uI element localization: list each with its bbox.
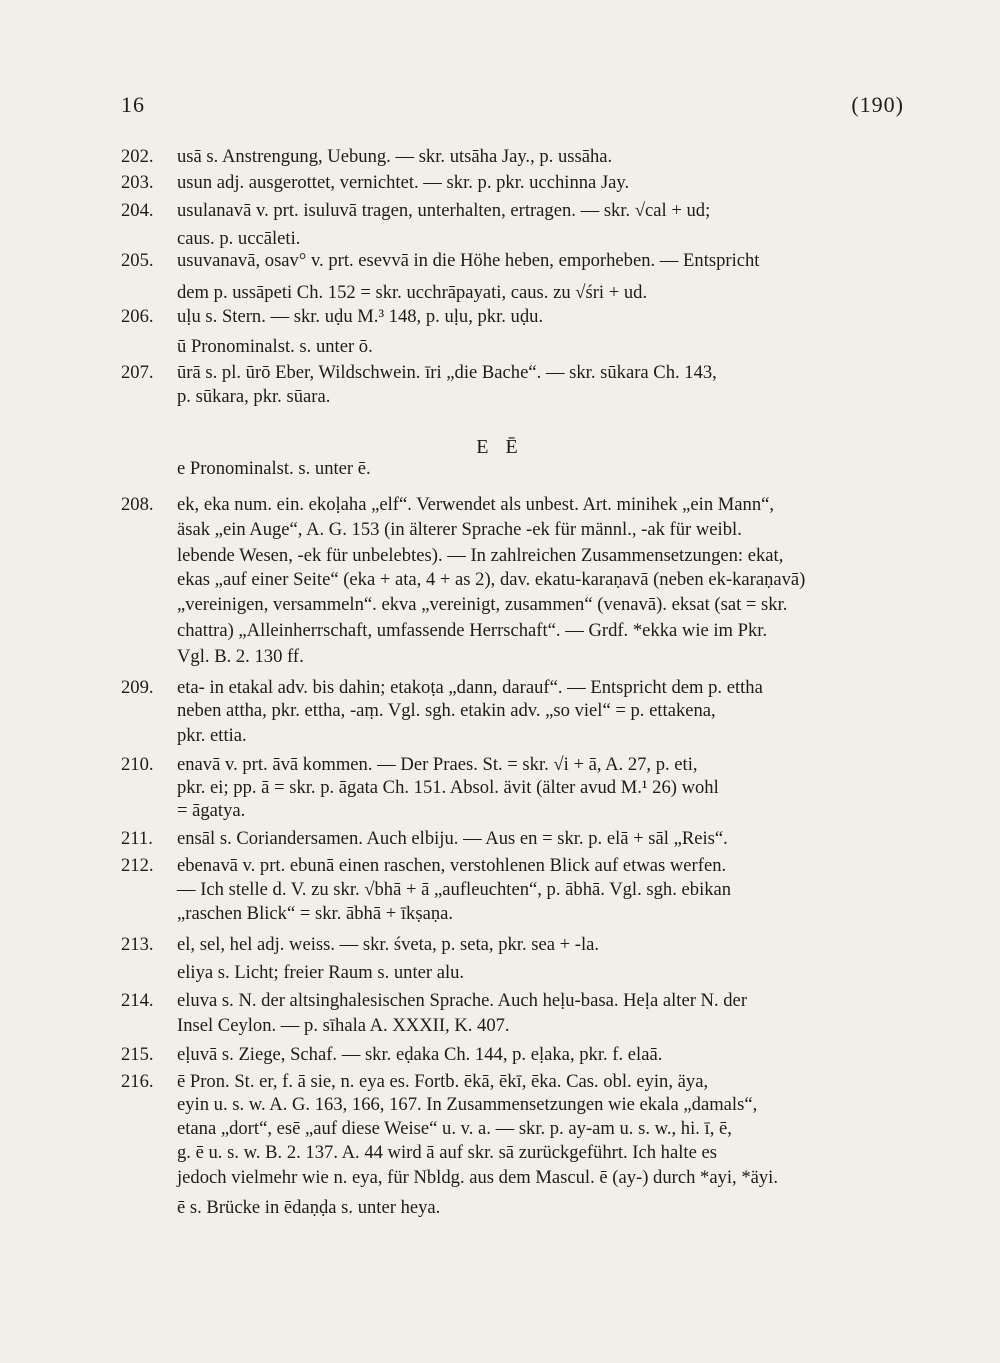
- entry-text: enavā v. prt. āvā kommen. — Der Praes. St. = skr. √i + ā, A. 27, p. eti,: [177, 754, 698, 775]
- entry-text: el, sel, hel adj. weiss. — skr. śveta, p. seta, pkr. sea + -la.: [177, 934, 600, 955]
- section-heading: E Ē: [476, 436, 524, 458]
- entry-continuation-line: [177, 646, 908, 668]
- entry-number: 213.: [121, 934, 154, 955]
- entry-text: ebenavā v. prt. ebunā einen raschen, verstohlenen Blick auf etwas werfen.: [177, 855, 727, 876]
- entry-text: eḷuvā s. Ziege, Schaf. — skr. eḍaka Ch. 144, p. eḷaka, pkr. f. elaā.: [177, 1044, 663, 1065]
- entry-continuation-line: [177, 1094, 908, 1116]
- entry-text: eliya s. Licht; freier Raum s. unter alu.: [177, 962, 465, 983]
- entry-text: ūrā s. pl. ūrō Eber, Wildschwein. īri „die Bache“. — skr. sūkara Ch. 143,: [177, 362, 717, 383]
- entry-line: [121, 990, 908, 1012]
- entry-text: „raschen Blick“ = skr. ābhā + īkṣaṇa.: [177, 903, 454, 924]
- entry-text: Insel Ceylon. — p. sīhala A. XXXII, K. 407.: [177, 1015, 510, 1036]
- entry-continuation-line: [177, 962, 908, 984]
- entry-continuation-line: [177, 519, 908, 541]
- entry-continuation-line: [177, 903, 908, 925]
- entry-text: eyin u. s. w. A. G. 163, 166, 167. In Zusammensetzungen wie ekala „damals“,: [177, 1094, 758, 1115]
- entry-text: dem p. ussāpeti Ch. 152 = skr. ucchrāpayati, caus. zu √śri + ud.: [177, 282, 648, 303]
- entry-continuation-line: [177, 1197, 908, 1219]
- entry-text: ensāl s. Coriandersamen. Auch elbiju. — Aus en = skr. p. elā + sāl „Reis“.: [177, 828, 728, 849]
- entry-continuation-line: [177, 594, 908, 616]
- entry-continuation-line: [177, 879, 908, 901]
- entry-text: eluva s. N. der altsinghalesischen Sprache. Auch heḷu-basa. Heḷa alter N. der: [177, 990, 748, 1011]
- entry-continuation-line: [177, 725, 908, 747]
- entry-text: äsak „ein Auge“, A. G. 153 (in älterer Sprache -ek für männl., -ak für weibl.: [177, 519, 742, 540]
- entry-line: [121, 1044, 908, 1066]
- entry-text: „vereinigen, versammeln“. ekva „vereinigt, zusammen“ (venavā). eksat (sat = skr.: [177, 594, 788, 615]
- entry-line: [121, 494, 908, 516]
- entry-line: [121, 754, 908, 776]
- entry-text: — Ich stelle d. V. zu skr. √bhā + ā „aufleuchten“, p. ābhā. Vgl. sgh. ebikan: [177, 879, 732, 900]
- entry-continuation-line: [177, 569, 908, 591]
- entry-line: [121, 306, 908, 328]
- entry-number: 214.: [121, 990, 154, 1011]
- entry-text: ē Pron. St. er, f. ā sie, n. eya es. Fortb. ēkā, ēkī, ēka. Cas. obl. eyin, äya,: [177, 1071, 709, 1092]
- entry-text: ū Pronominalst. s. unter ō.: [177, 336, 373, 357]
- entry-text: jedoch vielmehr wie n. eya, für Nbldg. aus dem Mascul. ē (ay-) durch *ayi, *äyi.: [177, 1167, 779, 1188]
- entry-line: [121, 934, 908, 956]
- entry-text: p. sūkara, pkr. sūara.: [177, 386, 331, 407]
- entry-continuation-line: [177, 458, 908, 480]
- entry-text: usā s. Anstrengung, Uebung. — skr. utsāha Jay., p. ussāha.: [177, 146, 613, 167]
- entry-number: 206.: [121, 306, 154, 327]
- entry-text: ek, eka num. ein. ekoḷaha „elf“. Verwendet als unbest. Art. minihek „ein Mann“,: [177, 494, 775, 515]
- entry-continuation-line: [177, 700, 908, 722]
- entry-continuation-line: [177, 545, 908, 567]
- page-number: 16: [121, 92, 145, 117]
- entry-line: [121, 362, 908, 384]
- entry-text: pkr. ei; pp. ā = skr. p. āgata Ch. 151. Absol. ävit (älter avud M.¹ 26) wohl: [177, 777, 719, 798]
- entry-text: eta- in etakal adv. bis dahin; etakoṭa „dann, darauf“. — Entspricht dem p. ettha: [177, 677, 763, 698]
- entry-line: [121, 146, 908, 168]
- entry-continuation-line: [177, 282, 908, 304]
- entry-continuation-line: [177, 1015, 908, 1037]
- page-section-number: (190): [851, 92, 904, 117]
- entry-line: [121, 1071, 908, 1093]
- entry-continuation-line: [177, 1167, 908, 1189]
- entry-line: [121, 677, 908, 699]
- entry-text: = āgatya.: [177, 800, 246, 821]
- entry-text: ē s. Brücke in ēdaṇḍa s. unter heya.: [177, 1197, 441, 1218]
- entry-number: 203.: [121, 172, 154, 193]
- entry-number: 207.: [121, 362, 154, 383]
- entry-text: etana „dort“, esē „auf diese Weise“ u. v. a. — skr. p. ay-am u. s. w., hi. ī, ē,: [177, 1118, 732, 1139]
- entry-text: usuvanavā, osav° v. prt. esevvā in die Höhe heben, emporheben. — Entspricht: [177, 250, 760, 271]
- entry-text: ekas „auf einer Seite“ (eka + ata, 4 + as 2), dav. ekatu-karaṇavā (neben ek-karaṇavā): [177, 569, 806, 590]
- entry-text: usulanavā v. prt. isuluvā tragen, unterhalten, ertragen. — skr. √cal + ud;: [177, 200, 711, 221]
- entry-number: 212.: [121, 855, 154, 876]
- entry-text: caus. p. uccāleti.: [177, 228, 301, 249]
- entry-text: e Pronominalst. s. unter ē.: [177, 458, 371, 479]
- entry-number: 202.: [121, 146, 154, 167]
- entry-number: 208.: [121, 494, 154, 515]
- entry-text: g. ē u. s. w. B. 2. 137. A. 44 wird ā auf skr. sā zurückgeführt. Ich halte es: [177, 1142, 717, 1163]
- entry-text: usun adj. ausgerottet, vernichtet. — skr. p. pkr. ucchinna Jay.: [177, 172, 630, 193]
- entry-continuation-line: [177, 1118, 908, 1140]
- entry-number: 211.: [121, 828, 153, 849]
- entry-continuation-line: [177, 620, 908, 642]
- entry-text: uḷu s. Stern. — skr. uḍu M.³ 148, p. uḷu, pkr. uḍu.: [177, 306, 544, 327]
- entry-number: 216.: [121, 1071, 154, 1092]
- entry-text: lebende Wesen, -ek für unbelebtes). — In zahlreichen Zusammensetzungen: ekat,: [177, 545, 784, 566]
- entry-text: pkr. ettia.: [177, 725, 247, 746]
- entry-continuation-line: [177, 228, 908, 250]
- entry-continuation-line: [177, 386, 908, 408]
- entry-continuation-line: [177, 777, 908, 799]
- entry-line: [121, 172, 908, 194]
- entry-continuation-line: [177, 800, 908, 822]
- entry-text: Vgl. B. 2. 130 ff.: [177, 646, 304, 667]
- entry-text: chattra) „Alleinherrschaft, umfassende Herrschaft“. — Grdf. *ekka wie im Pkr.: [177, 620, 768, 641]
- entry-text: neben attha, pkr. ettha, -aṃ. Vgl. sgh. etakin adv. „so viel“ = p. ettakena,: [177, 700, 716, 721]
- entry-continuation-line: [177, 336, 908, 358]
- entry-line: [121, 200, 908, 222]
- entry-continuation-line: [177, 1142, 908, 1164]
- entry-number: 204.: [121, 200, 154, 221]
- entry-line: [121, 855, 908, 877]
- entry-number: 209.: [121, 677, 154, 698]
- entry-number: 215.: [121, 1044, 154, 1065]
- entry-number: 210.: [121, 754, 154, 775]
- entry-number: 205.: [121, 250, 154, 271]
- entry-line: [121, 250, 908, 272]
- entry-line: [121, 828, 908, 850]
